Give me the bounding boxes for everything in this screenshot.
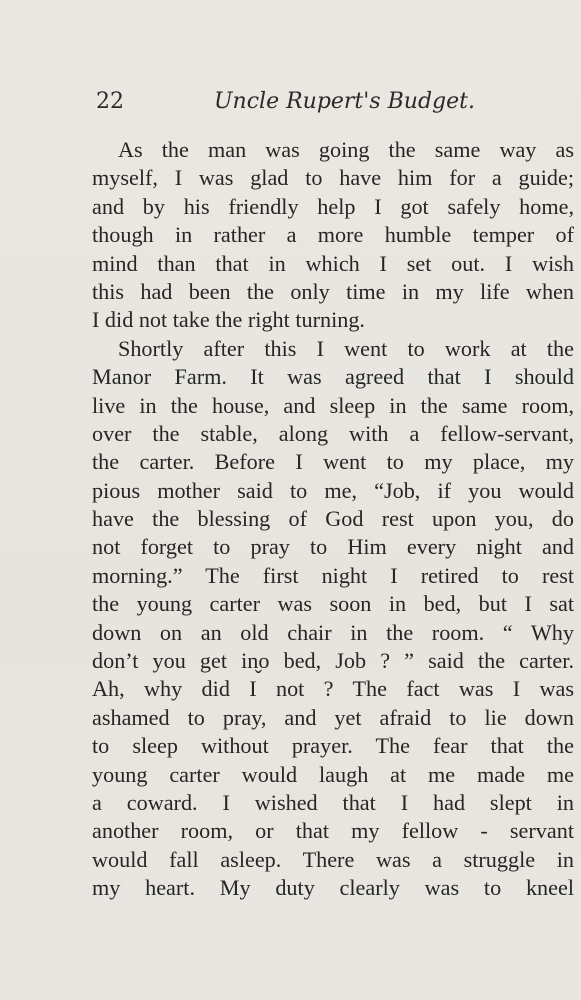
text-line: another room, or that my fellow - servant — [92, 818, 574, 844]
text-line: Shortly after this I went to work at the — [118, 335, 574, 361]
text-line: my heart. My duty clearly was to kneel — [92, 875, 574, 901]
text-line: myself, I was glad to have him for a guide; — [92, 165, 574, 191]
body-text — [92, 136, 574, 903]
text-line: over the stable, along with a fellow-servant, — [92, 420, 574, 446]
text-line: not forget to pray to Him every night and — [92, 534, 574, 560]
page-number: 22 — [96, 89, 124, 114]
text-line: a coward. I wished that I had slept in — [92, 789, 574, 815]
text-line: morning.” The first night I retired to rest — [92, 562, 574, 588]
running-title: Uncle Rupert's Budget. — [214, 89, 475, 114]
text-line: live in the house, and sleep in the same room, — [92, 392, 574, 418]
text-line: to sleep without prayer. The fear that the — [92, 733, 574, 759]
text-line: I did not take the right turning. — [92, 307, 365, 333]
text-line: would fall asleep. There was a struggle in — [92, 846, 574, 872]
text-line: the young carter was soon in bed, but I sat — [92, 591, 574, 617]
text-line: the carter. Before I went to my place, my — [92, 449, 574, 475]
text-line: Ah, why did I not ? The fact was I was — [92, 676, 574, 702]
text-line: this had been the only time in my life when — [92, 278, 574, 304]
page-header — [96, 86, 476, 122]
text-line: As the man was going the same way as — [118, 137, 574, 162]
text-line: pious mother said to me, “Job, if you would — [92, 477, 574, 503]
text-line: and by his friendly help I got safely home, — [92, 193, 574, 219]
text-line: Manor Farm. It was agreed that I should — [92, 364, 574, 390]
text-line: have the blessing of God rest upon you, do — [92, 506, 574, 532]
text-line: though in rather a more humble temper of — [92, 222, 574, 248]
text-line: mind than that in which I set out. I wish — [92, 250, 574, 276]
text-line: ashamed to pray, and yet afraid to lie down — [92, 704, 574, 730]
text-line: don’t you get in̬o bed, Job ? ” said the carter. — [92, 648, 574, 674]
text-line: down on an old chair in the room. “ Why — [92, 619, 574, 645]
text-line: young carter would laugh at me made me — [92, 761, 574, 787]
